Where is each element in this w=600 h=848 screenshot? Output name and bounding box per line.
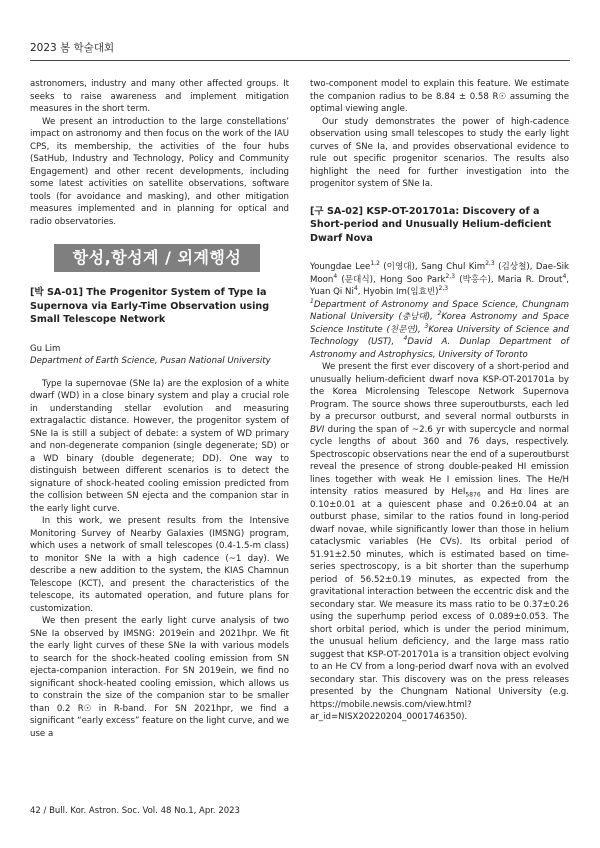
- author-sup: 4: [353, 285, 358, 293]
- author-name: Yuan Qi Ni: [310, 287, 354, 297]
- text-run: and Hα lines are 0.10±0.01 at a quiescent phase and 0.26±0.04 at an outburst phase, similar to the ratios found in long-period dwarf novae, while significantly lower than those in helium cataclysmic variables (He CVs). Its orbital period of 51.91±2.50 minutes, which is estimated based on time-series spectroscopy, is a bit shorter than the superhump period of 56.52±0.19 minutes, as expected from the gravitational interaction between the eccentric disk and the secondary star. We measure its mass ratio to be 0.37±0.26 using the superhump period excess of 0.089±0.053. The short orbital period, which is under the period minimum, the unusual helium deficiency, and the large mass ratio suggest that KSP-OT-201701a is a transition object evolving to an He CV from a long-period dwarf nova with an evolved secondary star. This discovery was on the press releases presented by the Chungnam National University (e.g. https://mobile.newsis.com/view.html?ar_id=NISX20220204_0001746350).: [310, 487, 569, 722]
- subscript: 5876: [465, 491, 481, 499]
- author-korean: ,: [566, 274, 569, 285]
- affil-text: Korea University of Science and Technology (UST),: [310, 324, 569, 347]
- author-sup: 1,2: [370, 260, 380, 268]
- paragraph: [310, 361, 569, 724]
- paragraph: Our study demonstrates the power of high-cadence observation using small telescopes to study the early light curves of SNe Ia, and provides observational evidence to rule out specific progenitor scenarios. The results also highlight the need for further investigation into the progenitor system of SNe Ia.: [310, 116, 569, 189]
- section-banner-label: 항성,항성계 / 외계행성: [72, 247, 242, 267]
- header-rule: [30, 60, 570, 61]
- author-sup: 4: [562, 272, 567, 280]
- paragraph: We then present the early light curve analysis of two SNe Ia observed by IMSNG: 2019ein and 2021hpr. We fit the early light curves of these SNe Ia with various models to search for the shock-heated cooling emission from SN ejecta-companion interaction. For SN 2019ein, we find no significant shock-heated cooling emission, which allows us to constrain the size of the companion star to be smaller than 0.2 R☉ in R-band. For SN 2021hpr, we find a significant “early excess” feature on the light curve, and we use a: [30, 616, 289, 739]
- author-sup: 2,3: [445, 272, 456, 280]
- text-run: We present the first ever discovery of a short-period and unusually helium-deficient dwarf nova KSP-OT-201701a by the Korea Microlensing Telescope Network Supernova Program. The source shows three superoutbursts, each led by a precursor outburst, and several normal outbursts in: [310, 362, 569, 422]
- author-name: Maria R. Drout: [497, 274, 563, 285]
- right-column: [310, 78, 569, 724]
- author-name: Sang Chul Kim: [421, 262, 486, 272]
- affil-sup: 4: [403, 335, 408, 343]
- author-korean: (임효빈): [406, 287, 439, 297]
- author-korean: (김상철),: [494, 262, 533, 272]
- affil-sup: 3: [424, 322, 429, 330]
- paragraph: Type Ia supernovae (SNe Ia) are the explosion of a white dwarf (WD) in a close binary system and play a crucial role in understanding stellar evolution and measuring extragalactic distance. However, the progenitor system of SNe Ia is still a subject of debate: a system of WD primary and non-degenerate companion (single degenerate; SD) or a WD binary (double degenerate; DD). One way to distinguish between different scenarios is to detect the signature of shock-heated cooling emission predicted from the collision between SN ejecta and the companion star in the early light curve.: [30, 378, 289, 514]
- author-line: Gu Lim: [30, 343, 61, 354]
- affil-text: Department of Astronomy and Space Science, Chungnam National University (충남대),: [310, 299, 569, 322]
- abstract-title: [박 SA-01] The Progenitor System of Type Ia Supernova via Early-Time Observation using Small Telescope Network: [30, 287, 270, 325]
- left-column: [30, 78, 289, 740]
- author-name: Hong Soo Park: [379, 274, 446, 285]
- author-name: Dae-Sik Moon: [310, 262, 570, 285]
- affiliation: [310, 299, 569, 362]
- affil-text: David A. Dunlap Department of Astronomy and Astrophysics, University of Toronto: [310, 337, 569, 360]
- author-sup: 2,3: [438, 285, 449, 293]
- abstract-title: [구 SA-02] KSP-OT-201701a: Discovery of a Short-period and Unusually Helium-deficient Dwarf Nova: [310, 205, 552, 244]
- affil-text: Korea Astronomy and Space Science Institute (천문연),: [310, 312, 569, 335]
- author-korean: ,: [357, 287, 364, 297]
- author-line: [310, 261, 569, 299]
- paragraph: two-component model to explain this feature. We estimate the companion radius to be 8.84 ± 0.58 R☉ assuming the optimal viewing angle.: [310, 79, 569, 114]
- page-footer: 42 / Bull. Kor. Astron. Soc. Vol. 48 No.1, Apr. 2023: [30, 806, 240, 816]
- affil-sup: 2: [437, 310, 442, 318]
- author-name: Youngdae Lee: [310, 262, 371, 272]
- author-sup: 2,3: [485, 260, 495, 268]
- author-korean: (문대식),: [337, 274, 380, 285]
- paragraph: In this work, we present results from the Intensive Monitoring Survey of Nearby Galaxies (IMSNG) program, which uses a network of small telescopes (0.4-1.5-m class) to monitor SNe Ia with a high cadence (~1 day). We describe a new addition to the system, the KIAS Chamnun Telescope (KCT), and present the characteristics of the telescope, its automated operation, and future plans for customization.: [30, 516, 289, 614]
- author-sup: 4: [333, 272, 338, 280]
- paragraph: We present an introduction to the large constellations’ impact on astronomy and then focus on the work of the IAU CPS, its membership, the activities of the four hubs (SatHub, Industry and Technology, Policy and Community Engagement) and other recent developments, including some latest activities on satellite observations, software tools (for avoidance and masking), and other mitigation measures implemented and in planning for optical and radio observatories.: [30, 116, 289, 227]
- running-header: 2023 봄 학술대회: [30, 42, 115, 54]
- text-run-italic: BVI: [310, 424, 325, 435]
- affil-sup: 1: [310, 297, 314, 305]
- text-run: during the span of ~2.6 yr with supercycle and normal cycle lengths of about 360 and 76 days, respectively. Spectroscopic observations near the end of a superoutburst reveal the presence of strong double-peaked HI emission lines together with weak He I emission lines. The He/H intensity ratios measured by HeI: [310, 424, 569, 497]
- affiliation: Department of Earth Science, Pusan National University: [30, 356, 271, 366]
- author-korean: (이영대),: [379, 262, 422, 272]
- paragraph: astronomers, industry and many other affected groups. It seeks to raise awareness and implement mitigation measures in the short term.: [30, 79, 289, 114]
- author-korean: (박홍수),: [455, 274, 494, 285]
- author-name: Hyobin Im: [363, 287, 407, 297]
- section-banner: [54, 244, 260, 272]
